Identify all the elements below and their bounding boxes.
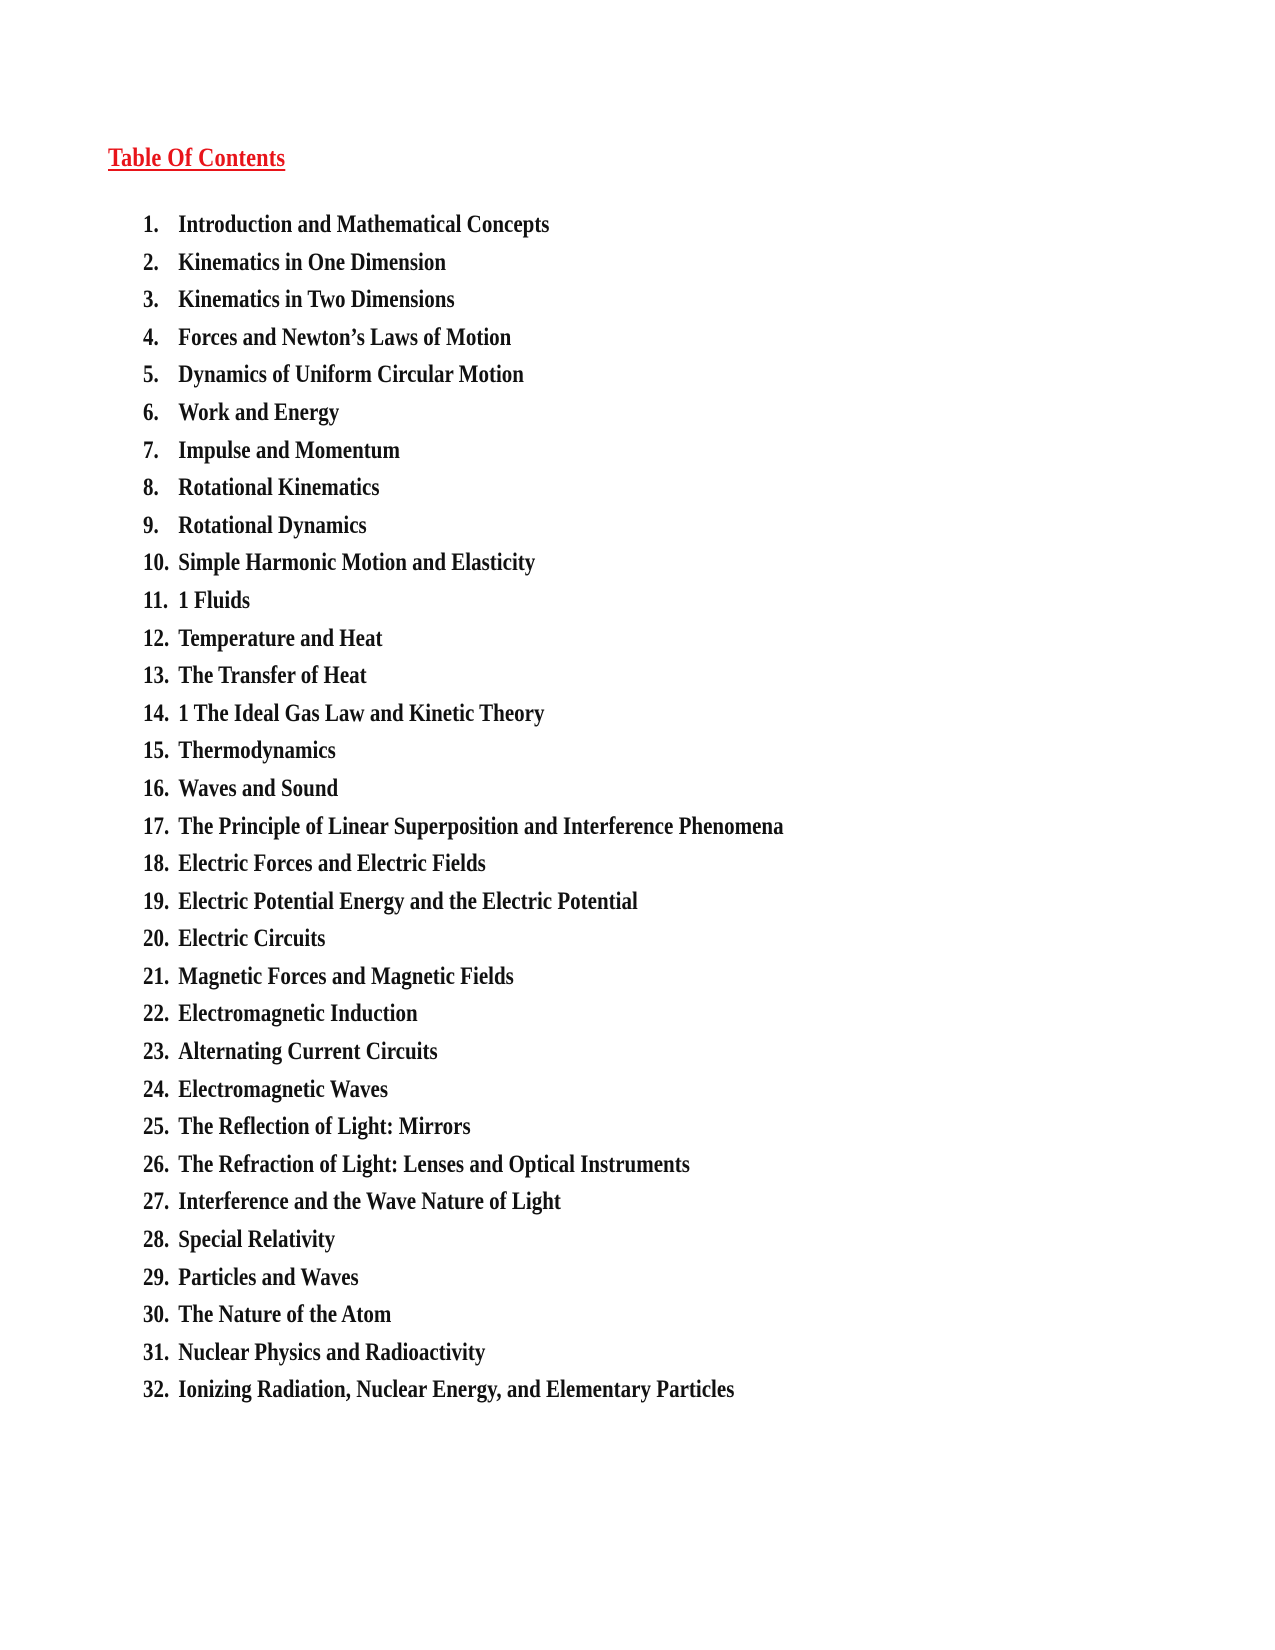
toc-entry-text: Waves and Sound — [178, 774, 339, 802]
toc-entry-number: 2. — [143, 248, 159, 276]
toc-entry-text: 1 Fluids — [178, 586, 251, 614]
toc-entry — [143, 432, 784, 470]
toc-entry — [143, 319, 784, 357]
toc-entry-number: 22. — [143, 1000, 170, 1028]
toc-entry-number: 30. — [143, 1301, 170, 1329]
toc-entry — [143, 620, 784, 658]
toc-entry-number: 23. — [143, 1038, 170, 1066]
toc-entry-text: Rotational Dynamics — [178, 511, 367, 539]
toc-entry — [143, 582, 784, 620]
toc-entry — [143, 1371, 784, 1409]
toc-entry — [143, 770, 784, 808]
toc-entry — [143, 1146, 784, 1184]
toc-entry-text: Temperature and Heat — [178, 624, 383, 652]
toc-entry-text: Electromagnetic Waves — [178, 1075, 389, 1103]
toc-entry-text: Rotational Kinematics — [178, 474, 380, 502]
toc-entry — [143, 1296, 784, 1334]
toc-entry — [143, 808, 784, 846]
toc-entry — [143, 507, 784, 545]
toc-entry-text: Work and Energy — [178, 398, 340, 426]
toc-entry-number: 21. — [143, 962, 170, 990]
toc-entry — [143, 281, 784, 319]
toc-entry — [143, 544, 784, 582]
toc-entry — [143, 657, 784, 695]
toc-entry-text: Kinematics in One Dimension — [178, 248, 447, 276]
toc-entry — [143, 206, 784, 244]
toc-entry-number: 11. — [143, 586, 169, 614]
toc-entry-number: 8. — [143, 474, 159, 502]
toc-entry-text: 1 The Ideal Gas Law and Kinetic Theory — [178, 699, 545, 727]
toc-entry-number: 1. — [143, 211, 159, 238]
toc-entry-number: 7. — [143, 436, 159, 464]
toc-entry-text: The Principle of Linear Superposition and Interference Phenomena — [178, 812, 784, 840]
toc-entry-text: The Transfer of Heat — [178, 662, 367, 690]
toc-entry-text: Introduction and Mathematical Concepts — [178, 211, 550, 238]
toc-entry — [143, 394, 784, 432]
toc-entry-number: 28. — [143, 1226, 170, 1254]
toc-entry — [143, 883, 784, 921]
toc-entry-text: The Nature of the Atom — [178, 1301, 392, 1329]
toc-entry-text: Particles and Waves — [178, 1263, 359, 1291]
toc-entry-text: Dynamics of Uniform Circular Motion — [178, 361, 524, 389]
toc-entry-number: 25. — [143, 1113, 170, 1141]
toc-entry-text: Simple Harmonic Motion and Elasticity — [178, 549, 536, 577]
toc-entry — [143, 1221, 784, 1259]
toc-entry-text: Kinematics in Two Dimensions — [178, 286, 455, 314]
toc-entry-number: 32. — [143, 1376, 170, 1404]
toc-entry — [143, 845, 784, 883]
toc-entry-number: 18. — [143, 850, 170, 878]
toc-entry-number: 20. — [143, 925, 170, 953]
toc-entry — [143, 920, 784, 958]
toc-entry-number: 5. — [143, 361, 159, 389]
toc-entry-number: 3. — [143, 286, 159, 314]
toc-entry-text: Electric Circuits — [178, 925, 326, 953]
toc-entry-number: 31. — [143, 1338, 170, 1366]
toc-entry — [143, 356, 784, 394]
toc-entry — [143, 469, 784, 507]
toc-entry-number: 29. — [143, 1263, 170, 1291]
toc-entry-text: Electric Potential Energy and the Electric Potential — [178, 887, 638, 915]
toc-entry-number: 14. — [143, 699, 170, 727]
toc-title: Table Of Contents — [108, 143, 286, 172]
toc-entry-number: 24. — [143, 1075, 170, 1103]
toc-entry-number: 17. — [143, 812, 170, 840]
toc-entry — [143, 1334, 784, 1372]
toc-entry-number: 13. — [143, 662, 170, 690]
toc-entry — [143, 695, 784, 733]
toc-entry — [143, 995, 784, 1033]
toc-entry-text: The Reflection of Light: Mirrors — [178, 1113, 471, 1141]
toc-entry-number: 10. — [143, 549, 170, 577]
toc-entry-number: 16. — [143, 774, 170, 802]
toc-entry — [143, 1108, 784, 1146]
toc-entry — [143, 244, 784, 282]
toc-entry-text: Impulse and Momentum — [178, 436, 400, 464]
toc-entry-text: Alternating Current Circuits — [178, 1038, 438, 1066]
toc-entry — [143, 1183, 784, 1221]
toc-entry-text: Electromagnetic Induction — [178, 1000, 418, 1028]
toc-entry-number: 26. — [143, 1150, 170, 1178]
toc-list — [143, 206, 906, 1409]
toc-entry-number: 12. — [143, 624, 170, 652]
toc-entry — [143, 732, 784, 770]
toc-entry-text: Thermodynamics — [178, 737, 336, 765]
toc-entry-number: 19. — [143, 887, 170, 915]
toc-entry — [143, 1033, 784, 1071]
toc-entry-text: The Refraction of Light: Lenses and Optical Instruments — [178, 1150, 690, 1178]
toc-entry-number: 9. — [143, 511, 159, 539]
toc-entry-number: 27. — [143, 1188, 170, 1216]
toc-entry-number: 15. — [143, 737, 170, 765]
toc-entry-text: Electric Forces and Electric Fields — [178, 850, 486, 878]
toc-entry-text: Ionizing Radiation, Nuclear Energy, and Elementary Particles — [178, 1376, 735, 1404]
toc-entry-number: 6. — [143, 398, 159, 426]
toc-entry-text: Nuclear Physics and Radioactivity — [178, 1338, 486, 1366]
toc-entry-number: 4. — [143, 323, 159, 351]
toc-entry-text: Magnetic Forces and Magnetic Fields — [178, 962, 514, 990]
toc-entry-text: Special Relativity — [178, 1226, 336, 1254]
toc-entry — [143, 958, 784, 996]
toc-entry — [143, 1071, 784, 1109]
toc-entry-text: Interference and the Wave Nature of Light — [178, 1188, 561, 1216]
toc-entry — [143, 1259, 784, 1297]
toc-entry-text: Forces and Newton’s Laws of Motion — [178, 323, 512, 351]
